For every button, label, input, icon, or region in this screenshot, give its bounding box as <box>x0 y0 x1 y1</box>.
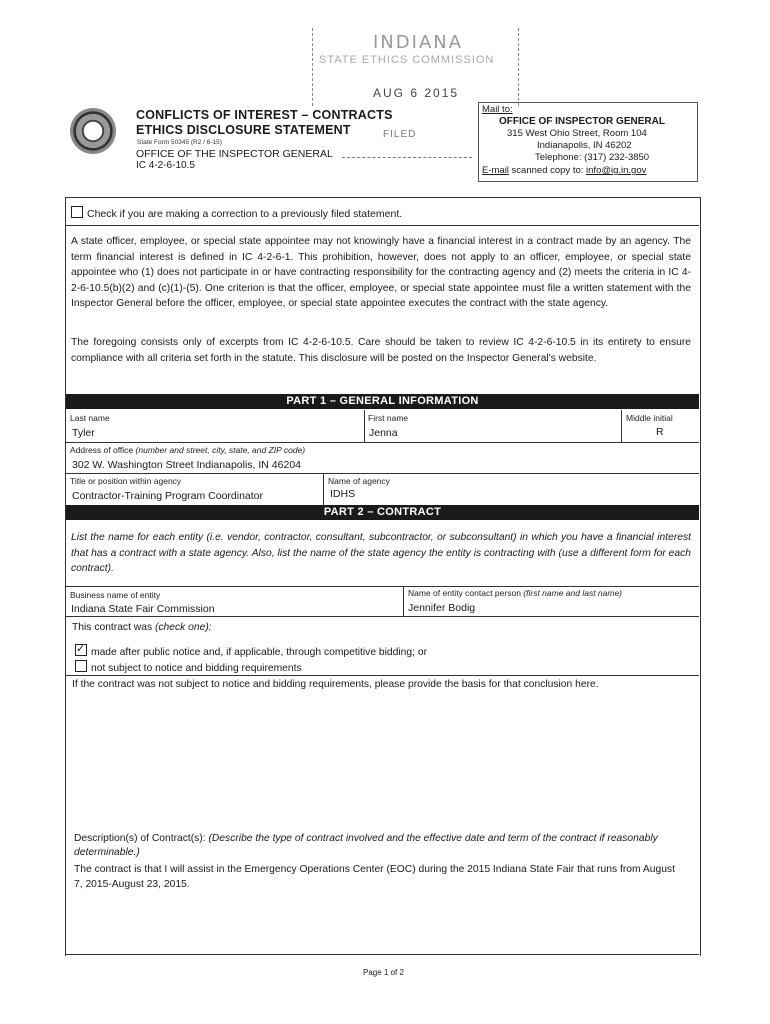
divider <box>621 410 622 442</box>
contact-label-row <box>408 588 622 598</box>
part-1-heading: PART 1 – GENERAL INFORMATION <box>66 394 699 409</box>
agency-label: Name of agency <box>328 476 390 486</box>
not-subject-checkbox[interactable] <box>75 660 87 672</box>
form-title-line-2: ETHICS DISCLOSURE STATEMENT <box>136 123 351 137</box>
address-hint: (number and street, city, state, and ZIP code) <box>135 445 306 455</box>
issuing-office: OFFICE OF THE INSPECTOR GENERAL <box>136 148 333 160</box>
competitive-bidding-checkbox[interactable] <box>75 644 87 656</box>
email-prefix: E-mail <box>482 165 509 176</box>
description-hint: (Describe the type of contract involved and the effective date and term of the contract if reasonably determinable.) <box>74 833 658 858</box>
page-number: Page 1 of 2 <box>363 968 404 977</box>
middle-initial-label: Middle initial <box>626 413 673 423</box>
contact-value[interactable]: Jennifer Bodig <box>408 602 476 614</box>
description-label: Description(s) of Contract(s): <box>74 833 209 844</box>
divider <box>66 586 699 587</box>
address-label-row <box>70 445 305 455</box>
intro-paragraph-2: The foregoing consists only of excerpts from IC 4-2-6-10.5. Care should be taken to review IC 4-2-6-10.5 in its entirety to ensure compliance with all criteria set forth in the statute. This disclosure will be posted on the Inspector General's website. <box>71 337 691 364</box>
mail-to-office: OFFICE OF INSPECTOR GENERAL <box>499 116 665 127</box>
basis-answer-area[interactable] <box>72 694 698 826</box>
last-name-label: Last name <box>70 413 110 423</box>
contact-hint: (first name and last name) <box>523 588 623 598</box>
received-stamp <box>312 28 519 106</box>
business-name-label: Business name of entity <box>70 590 161 600</box>
stamp-line-2: STATE ETHICS COMMISSION <box>319 54 495 66</box>
mail-to-box <box>478 102 698 182</box>
filed-stamp: FILED <box>383 129 417 140</box>
email-text: scanned copy to: <box>508 165 587 176</box>
stamp-date: AUG 6 2015 <box>373 86 460 100</box>
mail-to-email-line <box>482 165 646 176</box>
divider <box>66 473 699 474</box>
stamp-line-1: INDIANA <box>373 32 464 53</box>
divider <box>66 442 699 443</box>
divider <box>323 473 324 505</box>
correction-row <box>71 206 402 220</box>
form-title-line-1: CONFLICTS OF INTEREST – CONTRACTS <box>136 108 393 122</box>
form-number: State Form 50345 (R2 / 6-15) <box>137 139 222 146</box>
description-label-row <box>74 832 686 860</box>
contact-label: Name of entity contact person <box>408 588 524 598</box>
state-seal-icon <box>70 108 116 154</box>
part-2-instructions: List the name for each entity (i.e. vendor, contractor, consultant, subcontractor, or subconsultant) in which you have a financial interest that has a contract with a state agency. Also, list the name of the state agency the entity is contracting with (use a different form for each contract). <box>71 532 691 574</box>
divider <box>403 586 404 616</box>
email-link[interactable]: info@ig.in.gov <box>586 165 647 176</box>
basis-label: If the contract was not subject to notice and bidding requirements, please provide the basis for that conclusion here. <box>72 679 599 690</box>
address-label: Address of office <box>70 445 136 455</box>
intro-paragraph-1: A state officer, employee, or special state appointee may not knowingly have a financial interest in a contract made by an agency. The term financial interest is defined in IC 4-2-6-1. This prohibition, however, does not apply to an officer, employee, or special state appointee who (1) does not participate in or have contracting responsibility for the contracting agency and (2) meets the criteria in IC 4-2-6-10.5(b)(2) and (c)(1)-(5). One criterion is that the officer, employee, or special state appointee must file a written statement with the Inspector General before the officer, employee, or special state appointee executes the contract with the state agency. <box>71 236 691 309</box>
contract-was-label: This contract was <box>72 622 155 633</box>
divider <box>66 225 699 226</box>
option-not-subject <box>75 660 302 674</box>
contract-was-row <box>72 622 212 633</box>
divider <box>364 410 365 442</box>
mail-to-phone: Telephone: (317) 232-3850 <box>535 152 650 163</box>
option-2-label: not subject to notice and bidding requirements <box>91 663 302 674</box>
header-divider <box>342 157 472 158</box>
correction-checkbox[interactable] <box>71 206 83 218</box>
description-value[interactable]: The contract is that I will assist in the Emergency Operations Center (EOC) during the 2015 Indiana State Fair that runs from August 7, 2015-August 23, 2015. <box>74 864 675 890</box>
first-name-value[interactable]: Jenna <box>369 427 398 439</box>
option-1-label: made after public notice and, if applicable, through competitive bidding; or <box>91 647 427 658</box>
mail-to-street: 315 West Ohio Street, Room 104 <box>507 128 647 139</box>
business-name-value[interactable]: Indiana State Fair Commission <box>71 603 215 615</box>
mail-to-city: Indianapolis, IN 46202 <box>537 140 632 151</box>
divider <box>66 954 699 955</box>
title-value[interactable]: Contractor-Training Program Coordinator <box>72 490 264 502</box>
divider <box>66 616 699 617</box>
agency-value[interactable]: IDHS <box>330 488 356 500</box>
option-competitive-bidding <box>75 644 427 658</box>
statute-reference: IC 4-2-6-10.5 <box>136 160 195 171</box>
divider <box>66 675 699 676</box>
correction-label: Check if you are making a correction to a previously filed statement. <box>87 208 403 220</box>
title-label: Title or position within agency <box>70 476 182 486</box>
first-name-label: First name <box>368 413 409 423</box>
part-2-heading: PART 2 – CONTRACT <box>66 505 699 520</box>
last-name-value[interactable]: Tyler <box>72 427 95 439</box>
mail-to-label: Mail to: <box>482 104 513 115</box>
contract-was-hint: (check one): <box>154 622 212 633</box>
middle-initial-value[interactable]: R <box>656 426 664 438</box>
address-value[interactable]: 302 W. Washington Street Indianapolis, IN 46204 <box>72 459 302 471</box>
